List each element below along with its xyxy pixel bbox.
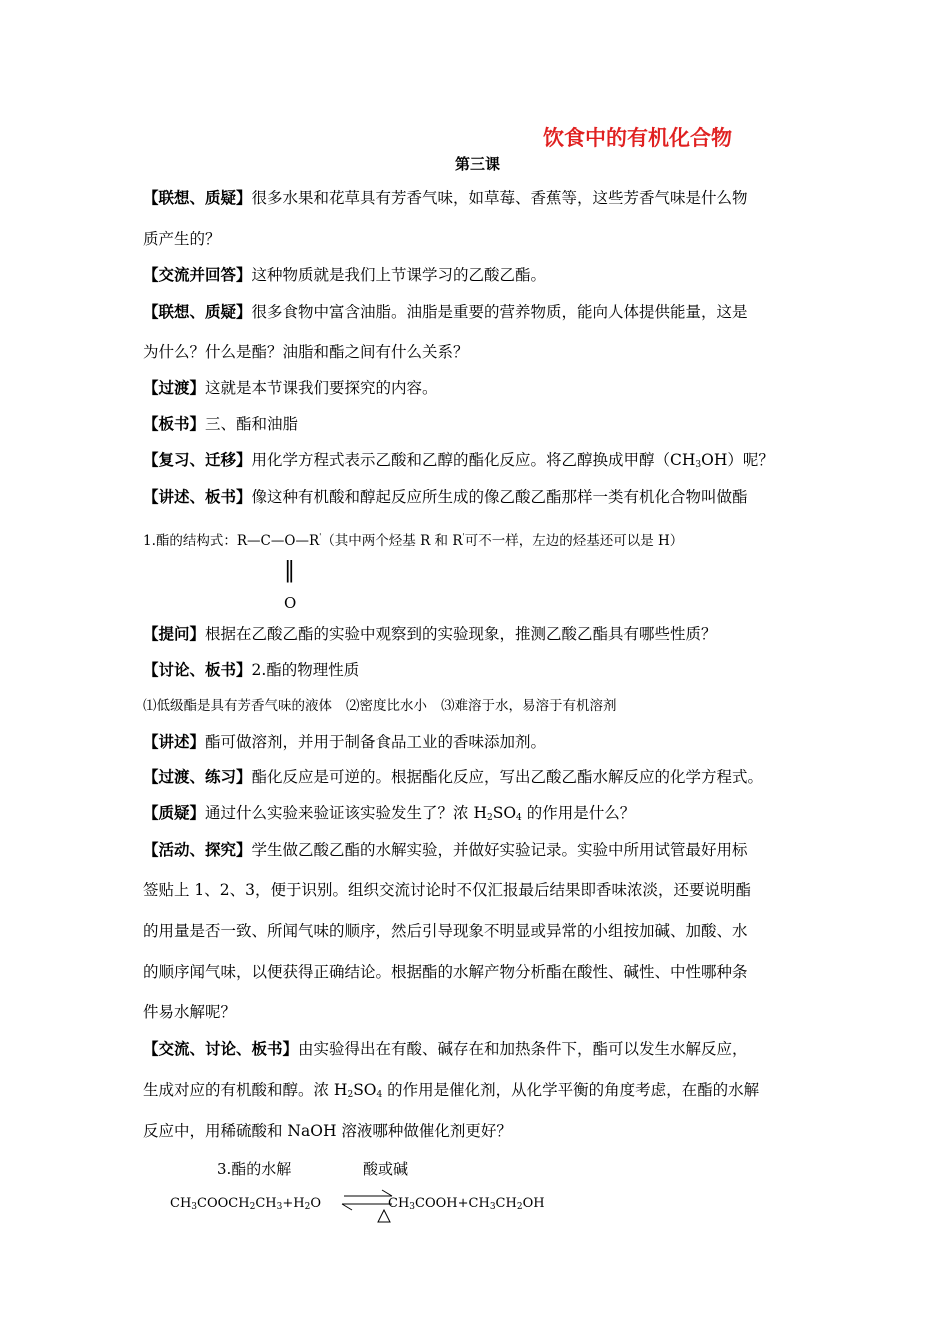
lesson-heading: 第三课 [455, 155, 501, 173]
structure-prime: ' [319, 532, 322, 541]
subscript: 2 [304, 1202, 311, 1212]
section-text: 由实验得出在有酸、碱存在和加热条件下，酯可以发生水解反应， [298, 1040, 748, 1058]
section-tag: 【讲述】 [143, 733, 206, 751]
section-tag: 【讨论、板书】 [143, 661, 252, 679]
structure-suffix: 可不一样，左边的烃基还可以是 H） [464, 533, 684, 549]
section-text: 生成对应的有机酸和醇。浓 H [143, 1081, 348, 1099]
section-text: 三、酯和油脂 [205, 415, 299, 433]
paragraph-s13-line5: 件易水解呢？ [143, 1003, 237, 1021]
subscript: 4 [516, 813, 522, 823]
subscript: 3 [695, 460, 702, 470]
paragraph-s14-line2 [143, 1080, 759, 1105]
formula-part: COOH+CH [415, 1196, 490, 1211]
paragraph-s4 [143, 378, 438, 398]
paragraph-s13-line1 [143, 840, 748, 860]
formula-part: SO [353, 1081, 377, 1099]
paragraph-s6 [143, 450, 774, 475]
section-tag: 【过渡】 [143, 379, 206, 397]
subscript: 3 [276, 1202, 283, 1212]
section-text: 酯可做溶剂，并用于制备食品工业的香味添加剂。 [205, 733, 547, 751]
section-tag: 【交流、讨论、板书】 [143, 1040, 299, 1058]
subscript: 3 [191, 1202, 198, 1212]
section-tag: 【过渡、练习】 [143, 768, 252, 786]
section-text-end: OH）呢？ [701, 451, 774, 469]
oxygen-atom: O [284, 594, 297, 612]
section-tag: 【活动、探究】 [143, 841, 252, 859]
paragraph-s13-line3: 的用量是否一致、所闻气味的顺序，然后引导现象不明显或异常的小组按加碱、加酸、水 [143, 922, 748, 940]
section-tag: 【联想、质疑】 [143, 189, 252, 207]
subscript: 3 [409, 1202, 416, 1212]
paragraph-s9 [143, 660, 359, 680]
paragraph-s1-line2: 质产生的？ [143, 230, 221, 248]
formula-part: CH [170, 1196, 192, 1211]
section-text: 酯化反应是可逆的。根据酯化反应，写出乙酸乙酯水解反应的化学方程式。 [251, 768, 764, 786]
section-tag: 【提问】 [143, 625, 206, 643]
section-text: 根据在乙酸乙酯的实验中观察到的实验现象，推测乙酸乙酯具有哪些性质？ [205, 625, 717, 643]
subscript: 4 [376, 1090, 383, 1100]
paragraph-s13-line2: 签贴上 1、2、3，便于识别。组织交流讨论时不仅汇报最后结果即香味浓淡，还要说明酯 [143, 881, 752, 899]
section-text: 很多食物中富含油脂。油脂是重要的营养物质，能向人体提供能量，这是 [251, 303, 748, 321]
structure-middle: （其中两个烃基 R 和 R [321, 533, 463, 549]
section-tag: 【复习、迁移】 [143, 451, 252, 469]
section-tag: 【讲述、板书】 [143, 488, 252, 506]
paragraph-s3-line1 [143, 302, 748, 322]
section-text: 这就是本节课我们要探究的内容。 [205, 379, 438, 397]
reaction-condition: 酸或碱 [363, 1160, 409, 1178]
formula-part: COOCH [197, 1196, 250, 1211]
paragraph-s5 [143, 414, 298, 434]
subscript: 2 [249, 1202, 256, 1212]
paragraph-s1-line1 [143, 188, 748, 208]
physical-properties-list [143, 696, 617, 716]
section-text: 像这种有机酸和醇起反应所生成的像乙酸乙酯那样一类有机化合物叫做酯 [251, 488, 748, 506]
subscript: 3 [489, 1202, 496, 1212]
section-text: 用化学方程式表示乙酸和乙醇的酯化反应。将乙醇换成甲醇（CH [251, 451, 696, 469]
formula-part: CH [495, 1196, 517, 1211]
formula-part: OH [522, 1196, 545, 1211]
ester-structure-formula [143, 527, 683, 551]
paragraph-s2 [143, 265, 546, 285]
paragraph-s7 [143, 487, 748, 507]
section-text-end: 的作用是什么？ [521, 804, 636, 822]
section-text-end: 的作用是催化剂，从化学平衡的角度考虑，在酯的水解 [382, 1081, 760, 1099]
subscript: 2 [347, 1090, 354, 1100]
section-text: 这种物质就是我们上节课学习的乙酸乙酯。 [251, 266, 547, 284]
paragraph-s8 [143, 624, 717, 644]
section-text: 学生做乙酸乙酯的水解实验，并做好实验记录。实验中所用试管最好用标 [251, 841, 748, 859]
paragraph-s3-line2: 为什么？什么是酯？油脂和酯之间有什么关系？ [143, 343, 469, 361]
section-tag: 【质疑】 [143, 804, 206, 822]
section-tag: 【交流并回答】 [143, 266, 252, 284]
subscript: 2 [516, 1202, 523, 1212]
section-text: 2.酯的物理性质 [251, 661, 360, 679]
property-3: ⑶难溶于水，易溶于有机溶剂 [441, 698, 617, 714]
section-tag: 【板书】 [143, 415, 206, 433]
subscript: 2 [486, 813, 493, 823]
structure-prefix: 1.酯的结构式：R—C—O—R [143, 533, 320, 549]
double-bond-symbol: ‖ [284, 558, 295, 583]
formula-part: CH [255, 1196, 277, 1211]
formula-part: O [310, 1196, 321, 1211]
section-text: 很多水果和花草具有芳香气味，如草莓、香蕉等，这些芳香气味是什么物 [251, 189, 748, 207]
property-1: ⑴低级酯是具有芳香气味的液体 [143, 698, 332, 714]
formula-part: SO [492, 804, 517, 822]
paragraph-s10 [143, 732, 546, 752]
formula-part: CH [388, 1196, 410, 1211]
products-formula [388, 1196, 545, 1212]
paragraph-s14-line3: 反应中，用稀硫酸和 NaOH 溶液哪种做催化剂更好？ [143, 1122, 512, 1140]
formula-part: +H [282, 1196, 305, 1211]
paragraph-s14-line1 [143, 1039, 748, 1059]
hydrolysis-label: 3.酯的水解 [217, 1160, 292, 1178]
structure-prime-2: ' [462, 532, 465, 541]
page-title: 饮食中的有机化合物 [543, 126, 732, 150]
section-tag: 【联想、质疑】 [143, 303, 252, 321]
section-text: 通过什么实验来验证该实验发生了？浓 H [205, 804, 487, 822]
property-2: ⑵密度比水小 [346, 698, 427, 714]
paragraph-s11 [143, 767, 763, 787]
paragraph-s13-line4: 的顺序闻气味，以便获得正确结论。根据酯的水解产物分析酯在酸性、碱性、中性哪种条 [143, 963, 748, 981]
reactants-formula [170, 1196, 321, 1212]
paragraph-s12 [143, 803, 635, 828]
